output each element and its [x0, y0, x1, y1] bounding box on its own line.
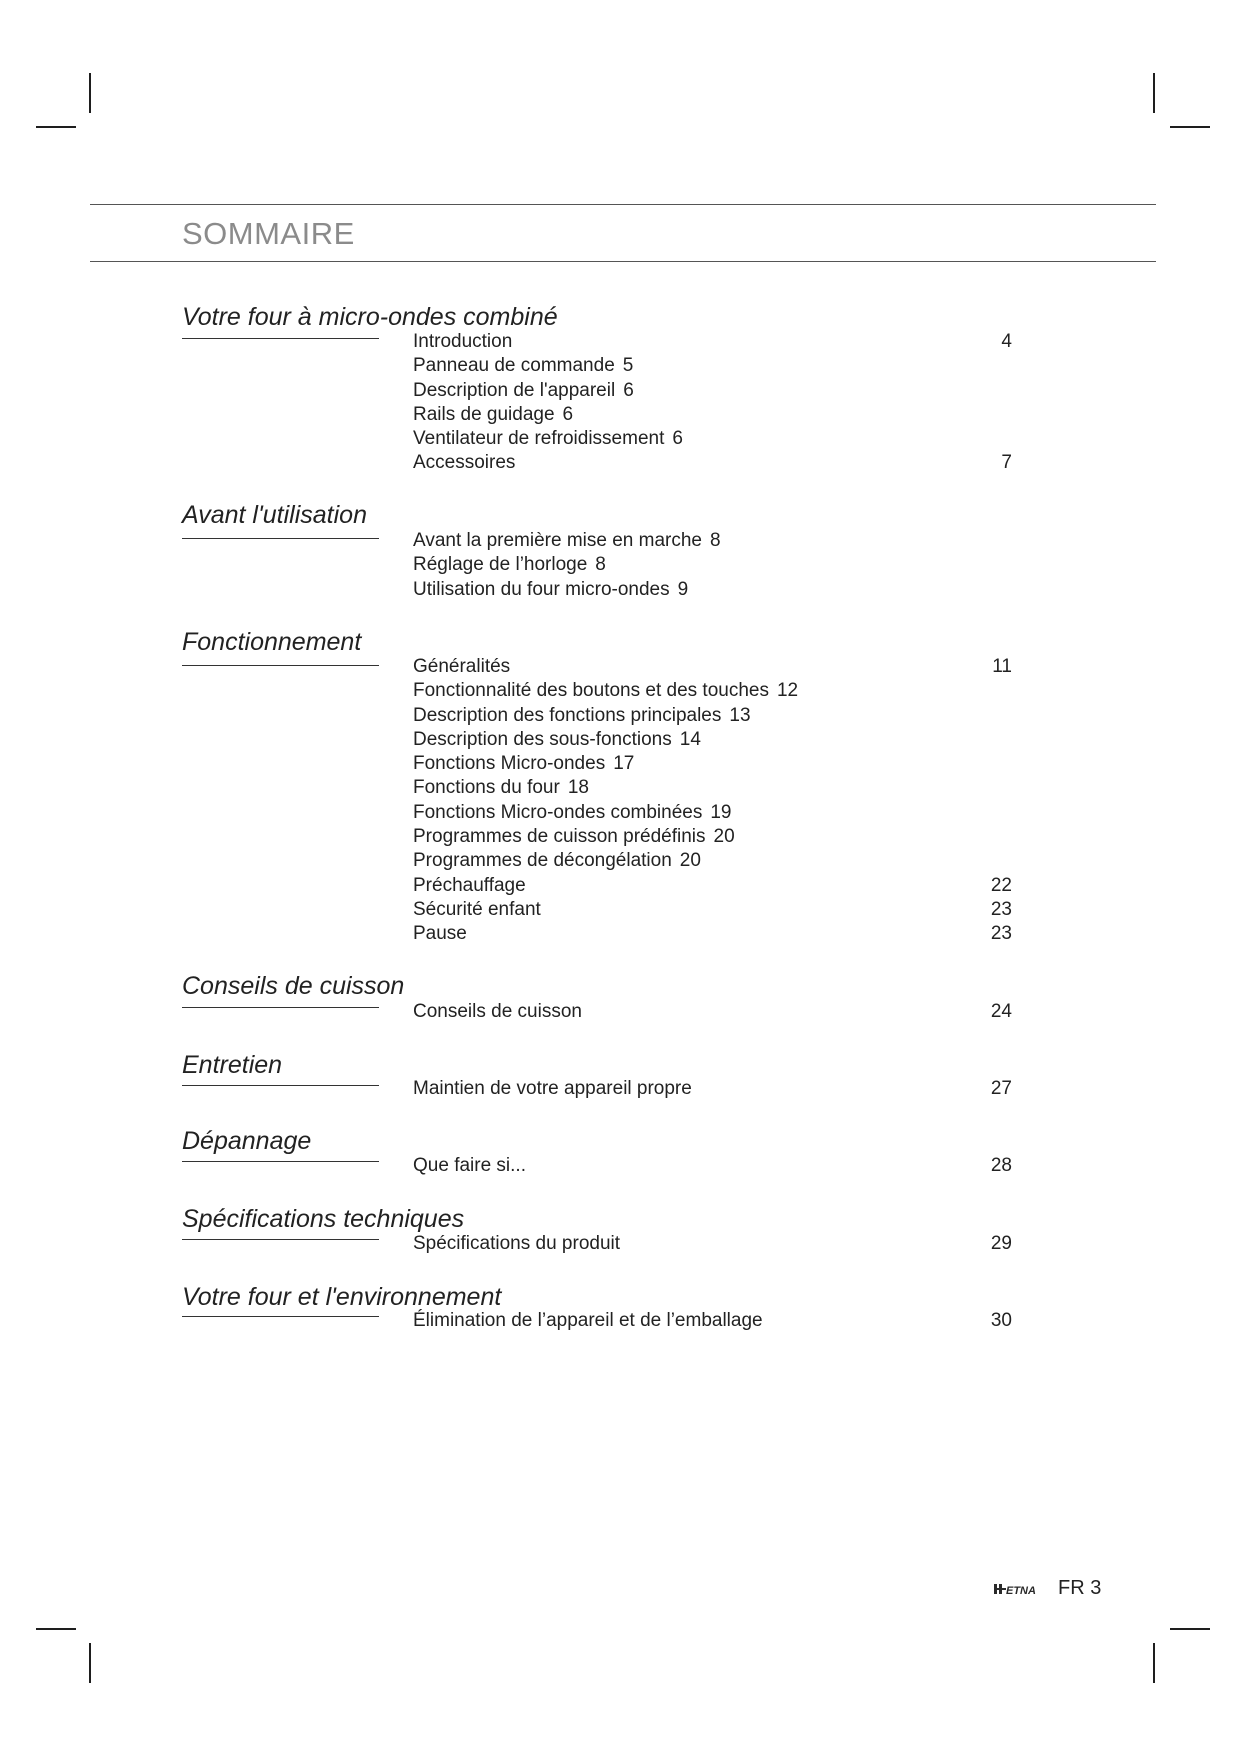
- toc-entry-text: Maintien de votre appareil propre: [413, 1078, 692, 1099]
- section-underline: [182, 665, 379, 666]
- toc-entry[interactable]: [413, 427, 1012, 451]
- toc-section-title: Spécifications techniques: [182, 1205, 465, 1233]
- toc-entry-text: Conseils de cuisson: [413, 1001, 582, 1022]
- toc-entry-text: Ventilateur de refroidissement: [413, 428, 665, 450]
- toc-entry-page: 6: [623, 379, 634, 401]
- toc-entry[interactable]: [413, 874, 1012, 898]
- toc-entry-page: 6: [672, 428, 683, 450]
- toc-entry-page-right: 4: [1001, 331, 1012, 352]
- toc-section: [182, 302, 1012, 474]
- toc-entry-page-right: 7: [1001, 452, 1012, 474]
- toc-entry-page: 6: [562, 403, 574, 425]
- toc-entries: [413, 1309, 1012, 1333]
- toc-entry[interactable]: [413, 655, 1012, 679]
- toc-entry-text: Généralités: [413, 656, 511, 677]
- toc-entry-page-right: 27: [990, 1078, 1012, 1099]
- section-underline: [182, 1085, 379, 1086]
- toc-entries: [413, 529, 1012, 602]
- page-title: SOMMAIRE: [182, 216, 355, 251]
- toc-entries: [413, 1077, 1012, 1101]
- section-underline: [182, 1161, 379, 1162]
- toc-entry-page: 9: [677, 578, 689, 600]
- toc-entry-text: Description de l'appareil: [413, 379, 616, 401]
- toc-section: [182, 500, 1012, 600]
- toc-section: [182, 1126, 1012, 1176]
- toc-entry-page: 20: [713, 826, 735, 848]
- toc-entry[interactable]: [413, 1154, 1012, 1178]
- toc-entry[interactable]: [413, 898, 1012, 922]
- etna-logo: [994, 1581, 1042, 1597]
- toc-entry[interactable]: [413, 704, 1012, 728]
- toc-entry-page: 20: [679, 850, 701, 872]
- toc-section-title: Votre four à micro-ondes combiné: [182, 303, 558, 331]
- toc-entry-page: 8: [595, 554, 606, 576]
- toc-entry[interactable]: [413, 679, 1012, 703]
- crop-mark-top-right-vertical: [1153, 73, 1155, 113]
- toc-section-title: Avant l'utilisation: [182, 501, 367, 529]
- section-underline: [182, 538, 379, 539]
- toc-entry-text: Panneau de commande: [413, 355, 615, 377]
- toc-entry[interactable]: [413, 403, 1012, 427]
- toc-entry-text: Sécurité enfant: [413, 898, 541, 920]
- toc-section-title: Dépannage: [182, 1127, 312, 1155]
- toc-entry-text: Description des sous-fonctions: [413, 728, 672, 750]
- toc-entry[interactable]: [413, 1000, 1012, 1024]
- toc-entry[interactable]: [413, 752, 1012, 776]
- toc-entry[interactable]: [413, 1232, 1012, 1256]
- toc-entry[interactable]: [413, 922, 1012, 946]
- toc-entry[interactable]: [413, 825, 1012, 849]
- toc-entry-text: Programmes de décongélation: [413, 850, 672, 872]
- toc-entry-text: Fonctions Micro-ondes combinées: [413, 801, 703, 823]
- toc-entry-page-right: 11: [992, 656, 1012, 677]
- crop-mark-bottom-right-vertical: [1153, 1643, 1155, 1683]
- toc-entry-page: 14: [679, 728, 701, 750]
- toc-entry-page: 12: [776, 680, 799, 702]
- toc-entry[interactable]: [413, 330, 1012, 354]
- toc-entry[interactable]: [413, 354, 1012, 378]
- toc-entry-text: Fonctionnalité des boutons et des touches: [413, 680, 769, 702]
- toc-section: [182, 627, 1012, 945]
- toc-section-title: Votre four et l'environnement: [182, 1283, 502, 1311]
- section-underline: [182, 1239, 379, 1240]
- toc-entry-text: Préchauffage: [413, 874, 526, 896]
- crop-mark-bottom-left-horizontal: [36, 1628, 76, 1630]
- crop-mark-top-right-horizontal: [1170, 126, 1210, 128]
- toc-entries: [413, 655, 1012, 947]
- toc-entry-text: Pause: [413, 923, 467, 945]
- toc-entry-text: Que faire si...: [413, 1155, 526, 1176]
- toc-entry-page: 8: [710, 530, 721, 551]
- toc-entry-page-right: 24: [990, 1001, 1012, 1022]
- toc-entry[interactable]: [413, 379, 1012, 403]
- toc-section: [182, 1050, 1012, 1099]
- toc-entry-page-right: 22: [990, 874, 1012, 896]
- toc-entry-text: Programmes de cuisson prédéfinis: [413, 826, 706, 848]
- toc-entry-page-right: 23: [990, 923, 1012, 945]
- toc-entry-text: Spécifications du produit: [413, 1233, 621, 1254]
- toc-entry-page-right: 28: [990, 1155, 1012, 1176]
- toc-entry-text: Fonctions Micro-ondes: [413, 753, 606, 775]
- toc-entry[interactable]: [413, 578, 1012, 602]
- toc-section: [182, 1282, 1012, 1331]
- toc-entry[interactable]: [413, 849, 1012, 873]
- toc-entries: [413, 1000, 1012, 1024]
- header-rule-top: [90, 204, 1156, 205]
- section-underline: [182, 1316, 379, 1317]
- toc-entry[interactable]: [413, 1077, 1012, 1101]
- toc-entry-page: 18: [567, 777, 589, 799]
- page-footer: [994, 1577, 1101, 1600]
- toc-entries: [413, 1154, 1012, 1178]
- crop-mark-bottom-left-vertical: [89, 1643, 91, 1683]
- toc-entries: [413, 330, 1012, 476]
- toc-entry-page-right: 29: [990, 1233, 1012, 1254]
- toc-section-title: Fonctionnement: [182, 628, 362, 656]
- toc-entry[interactable]: [413, 776, 1012, 800]
- toc-entry-text: Avant la première mise en marche: [413, 530, 702, 551]
- toc-entry-page: 5: [622, 355, 634, 377]
- toc-entry-page-right: 23: [990, 898, 1012, 920]
- toc-section-title: Entretien: [182, 1051, 283, 1079]
- toc-entry-text: Introduction: [413, 331, 513, 352]
- section-underline: [182, 1007, 379, 1008]
- toc-section: [182, 1204, 1012, 1254]
- toc-entry[interactable]: [413, 529, 1012, 553]
- toc-entry-page: 17: [613, 753, 635, 775]
- toc-section: [182, 971, 1012, 1022]
- toc-entry-page: 19: [710, 801, 732, 823]
- toc-entries: [413, 1232, 1012, 1256]
- toc-entry-text: Élimination de l’appareil et de l’emballage: [413, 1310, 763, 1331]
- crop-mark-top-left-vertical: [89, 73, 91, 113]
- toc-entry[interactable]: [413, 553, 1012, 577]
- toc-entry-page-right: 30: [990, 1310, 1012, 1331]
- toc-entry-text: Accessoires: [413, 452, 516, 474]
- section-underline: [182, 338, 379, 339]
- toc-entry-text: Utilisation du four micro-ondes: [413, 578, 670, 600]
- toc-entry-text: Description des fonctions principales: [413, 704, 722, 726]
- header-rule-bottom: [90, 261, 1156, 262]
- crop-mark-top-left-horizontal: [36, 126, 76, 128]
- crop-mark-bottom-right-horizontal: [1170, 1628, 1210, 1630]
- toc-entry-text: Réglage de l’horloge: [413, 554, 588, 576]
- toc-entry[interactable]: [413, 801, 1012, 825]
- toc-entry[interactable]: [413, 728, 1012, 752]
- toc-entry-text: Fonctions du four: [413, 777, 560, 799]
- toc-entry-text: Rails de guidage: [413, 403, 555, 425]
- page-number: FR 3: [1058, 1577, 1102, 1599]
- toc-entry-page: 13: [729, 704, 751, 726]
- toc-entry[interactable]: [413, 451, 1012, 475]
- toc-entry[interactable]: [413, 1309, 1012, 1333]
- toc-section-title: Conseils de cuisson: [182, 972, 405, 1000]
- svg-text:ETNA: ETNA: [1006, 1584, 1036, 1597]
